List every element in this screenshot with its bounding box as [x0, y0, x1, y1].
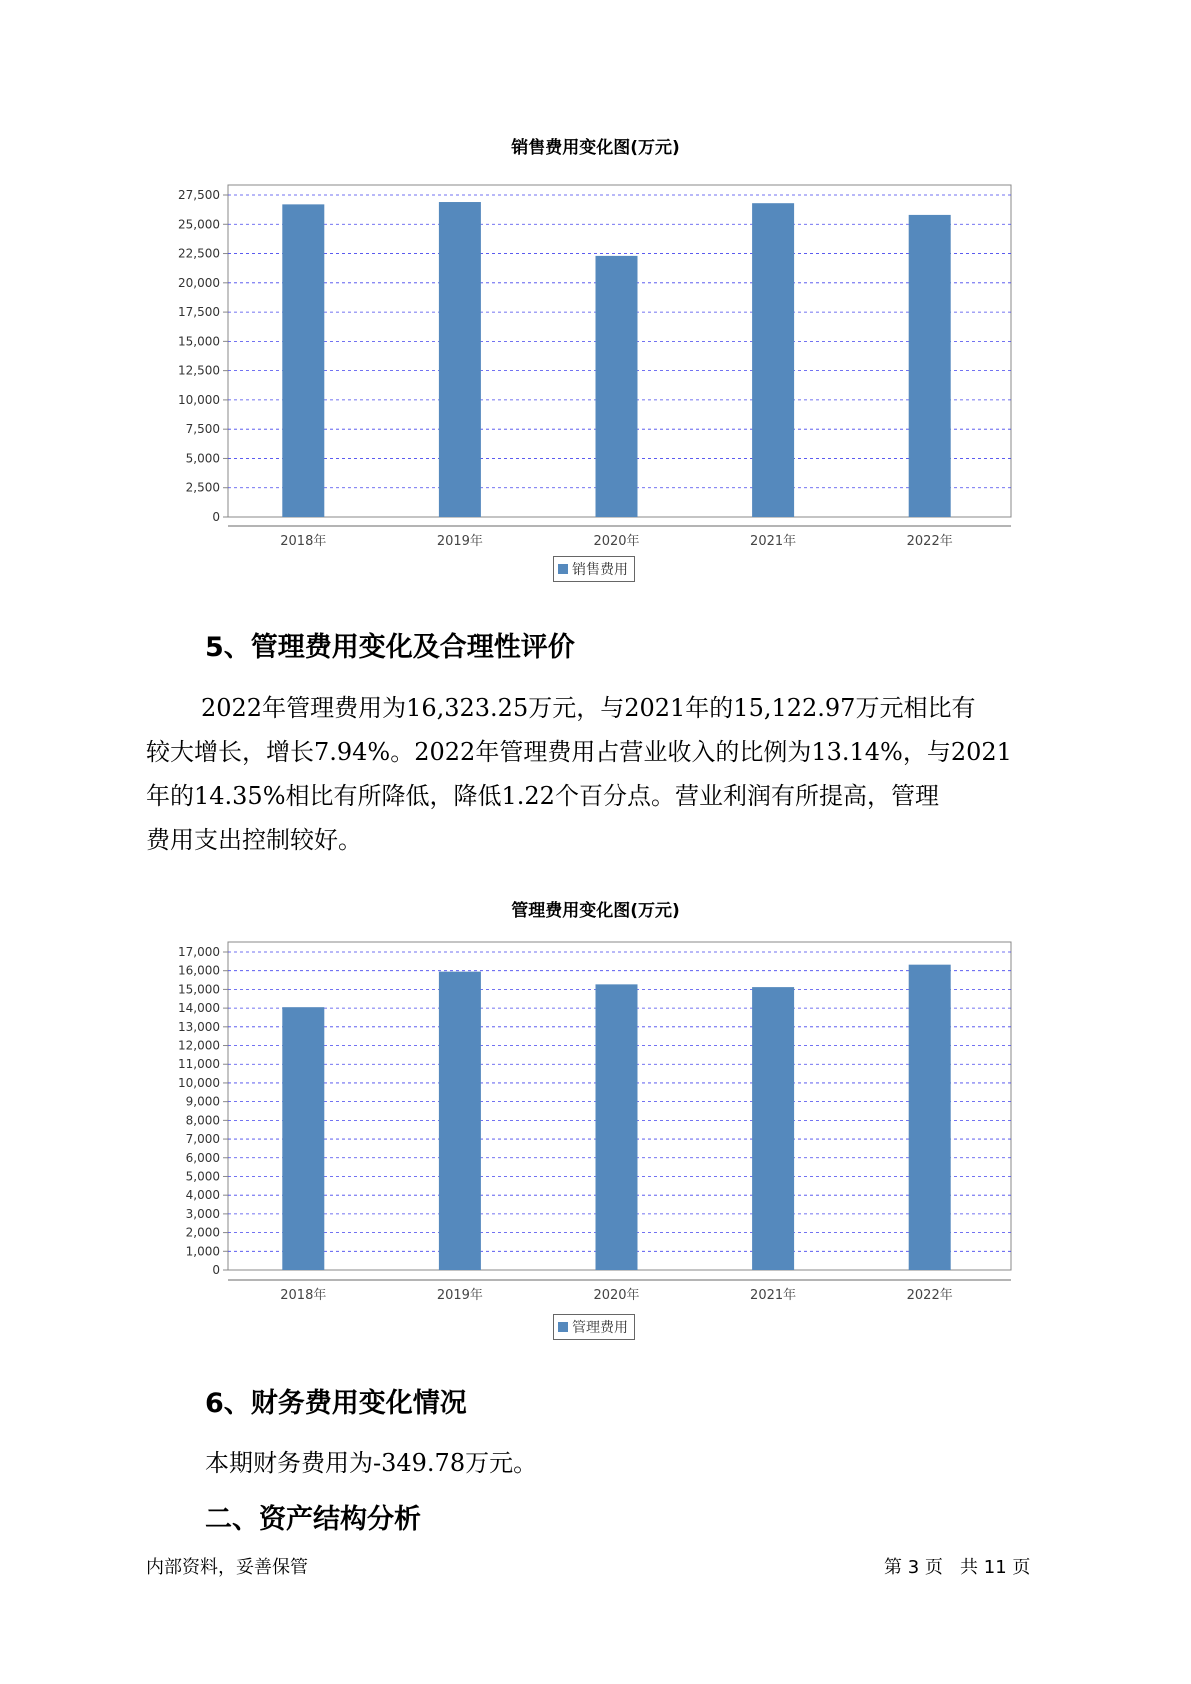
sales-expense-chart	[0, 160, 1191, 550]
x-category-label: 2019年	[436, 534, 483, 549]
y-tick-label: 17,000	[178, 945, 220, 959]
legend-label: 管理费用	[572, 1320, 628, 1336]
y-tick-label: 27,500	[178, 188, 220, 202]
y-tick-label: 7,000	[185, 1132, 220, 1147]
bar	[752, 987, 794, 1270]
footer-confidential: 内部资料，妥善保管	[146, 1557, 308, 1578]
y-tick-label: 8,000	[185, 1113, 220, 1128]
bar	[596, 984, 638, 1270]
y-tick-label: 4,000	[185, 1188, 220, 1203]
bar	[439, 972, 481, 1270]
bar	[282, 204, 324, 517]
y-tick-label: 25,000	[178, 217, 220, 232]
x-category-label: 2021年	[750, 534, 797, 549]
admin-chart-legend	[553, 1314, 635, 1340]
y-tick-label: 5,000	[185, 451, 220, 466]
asset-structure-heading: 二、资产结构分析	[205, 1504, 421, 1535]
y-tick-label: 12,000	[178, 1038, 220, 1053]
y-tick-label: 11,000	[178, 1057, 220, 1072]
y-tick-label: 12,500	[178, 363, 220, 378]
y-tick-label: 0	[212, 510, 220, 524]
x-category-label: 2020年	[593, 534, 640, 549]
y-tick-label: 16,000	[178, 963, 220, 978]
x-category-label: 2022年	[906, 1288, 953, 1303]
bar	[752, 203, 794, 517]
y-tick-label: 3,000	[185, 1206, 220, 1221]
paragraph-line: 较大增长，增长7.94%。2022年管理费用占营业收入的比例为13.14%，与2021	[146, 738, 1012, 766]
bar	[439, 202, 481, 517]
y-tick-label: 2,500	[185, 480, 220, 495]
paragraph-line: 费用支出控制较好。	[146, 826, 362, 854]
y-tick-label: 22,500	[178, 246, 220, 261]
legend-swatch	[558, 564, 568, 574]
bar	[596, 256, 638, 517]
sales-chart-title: 销售费用变化图(万元)	[511, 138, 680, 158]
bar	[909, 965, 951, 1270]
admin-expense-chart	[0, 925, 1191, 1315]
y-tick-label: 17,500	[178, 305, 220, 320]
section-5-heading: 5、管理费用变化及合理性评价	[205, 632, 575, 663]
y-tick-label: 9,000	[185, 1094, 220, 1109]
admin-expense-paragraph	[146, 686, 1046, 862]
sales-chart-legend	[553, 556, 635, 582]
y-tick-label: 20,000	[178, 275, 220, 290]
y-tick-label: 10,000	[178, 392, 220, 407]
y-tick-label: 1,000	[185, 1244, 220, 1259]
y-tick-label: 15,000	[178, 334, 220, 349]
x-category-label: 2018年	[280, 1288, 327, 1303]
bar	[909, 215, 951, 517]
y-tick-label: 15,000	[178, 982, 220, 997]
y-tick-label: 13,000	[178, 1019, 220, 1034]
x-category-label: 2018年	[280, 534, 327, 549]
finance-expense-text: 本期财务费用为-349.78万元。	[205, 1449, 538, 1477]
legend-label: 销售费用	[572, 562, 628, 578]
section-6-heading: 6、财务费用变化情况	[205, 1388, 467, 1419]
y-tick-label: 2,000	[185, 1225, 220, 1240]
x-category-label: 2021年	[750, 1288, 797, 1303]
paragraph-line: 2022年管理费用为16,323.25万元，与2021年的15,122.97万元相比有	[201, 694, 976, 722]
x-category-label: 2022年	[906, 534, 953, 549]
x-category-label: 2020年	[593, 1288, 640, 1303]
y-tick-label: 14,000	[178, 1001, 220, 1016]
legend-swatch	[558, 1322, 568, 1332]
bar	[282, 1007, 324, 1270]
footer-page-number: 第 3 页 共 11 页	[884, 1557, 1031, 1578]
admin-chart-title: 管理费用变化图(万元)	[511, 901, 680, 921]
x-category-label: 2019年	[436, 1288, 483, 1303]
y-tick-label: 5,000	[185, 1169, 220, 1184]
y-tick-label: 0	[212, 1263, 220, 1277]
paragraph-line: 年的14.35%相比有所降低，降低1.22个百分点。营业利润有所提高，管理	[146, 782, 939, 810]
y-tick-label: 7,500	[185, 422, 220, 437]
y-tick-label: 10,000	[178, 1075, 220, 1090]
y-tick-label: 6,000	[185, 1150, 220, 1165]
